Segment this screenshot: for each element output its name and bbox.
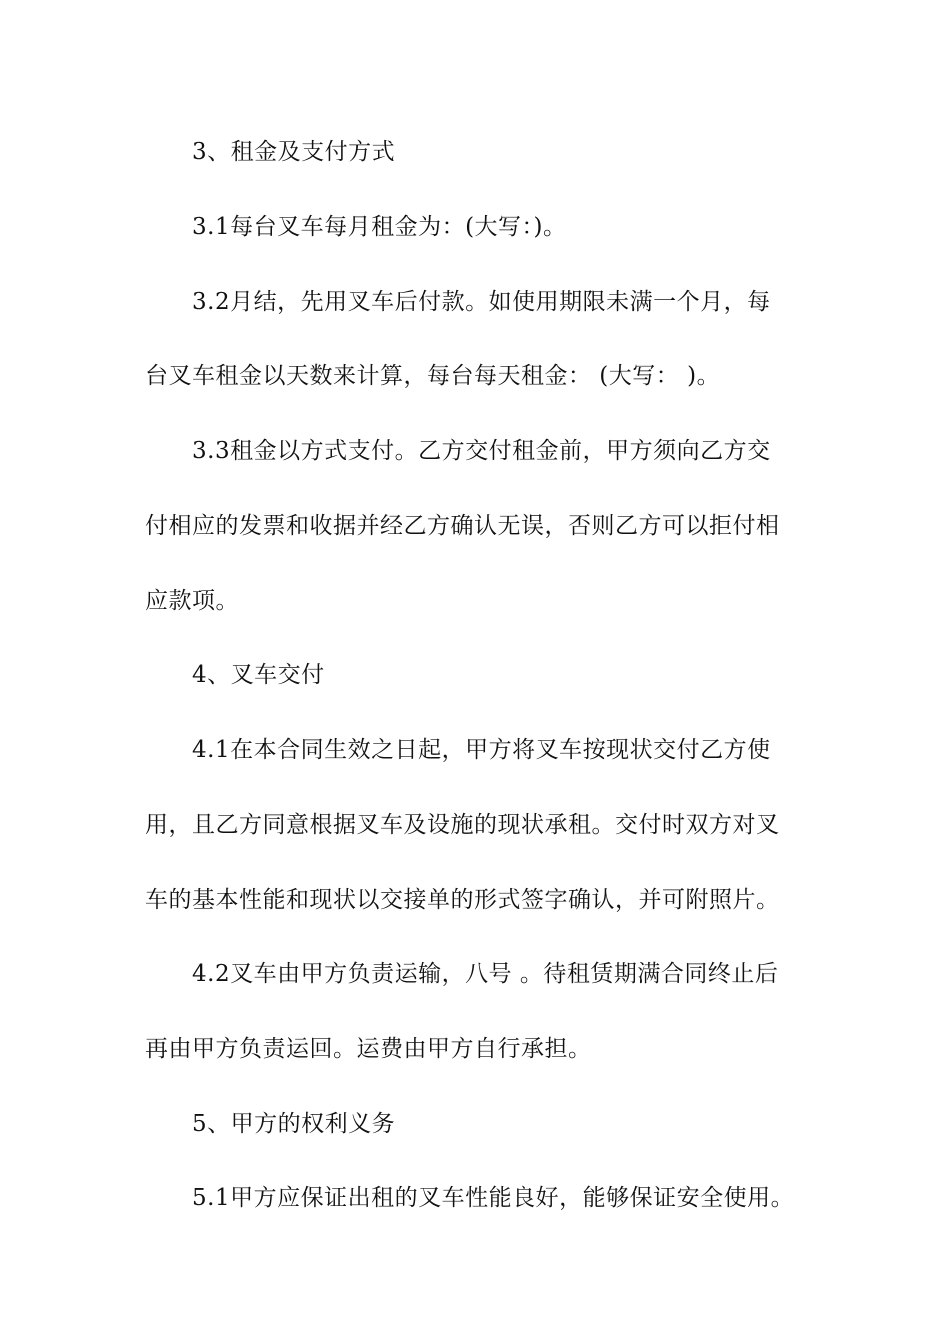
- clause-3-1: 3.1每台叉车每月租金为：(大写：)。: [192, 214, 567, 240]
- clause-4-1-line-3: 车的基本性能和现状以交接单的形式签字确认，并可附照片。: [145, 887, 780, 913]
- clause-4-2-line-1: 4.2叉车由甲方负责运输，八号 。待租赁期满合同终止后: [192, 961, 779, 987]
- section-heading-rent-payment: 3、租金及支付方式: [192, 139, 396, 165]
- section-heading-party-a-rights: 5、甲方的权利义务: [192, 1111, 396, 1137]
- clause-3-2-line-2: 台叉车租金以天数来计算，每台每天租金： (大写： )。: [145, 363, 721, 389]
- clause-5-1: 5.1甲方应保证出租的叉车性能良好，能够保证安全使用。: [192, 1185, 795, 1211]
- clause-4-2-line-2: 再由甲方负责运回。运费由甲方自行承担。: [145, 1036, 592, 1062]
- clause-3-3-line-1: 3.3租金以方式支付。乙方交付租金前，甲方须向乙方交: [192, 438, 771, 464]
- clause-4-1-line-2: 用，且乙方同意根据叉车及设施的现状承租。交付时双方对叉: [145, 812, 780, 838]
- clause-3-3-line-2: 付相应的发票和收据并经乙方确认无误，否则乙方可以拒付相: [145, 513, 780, 539]
- section-heading-forklift-delivery: 4、叉车交付: [192, 662, 325, 688]
- clause-3-3-line-3: 应款项。: [145, 588, 239, 614]
- clause-4-1-line-1: 4.1在本合同生效之日起，甲方将叉车按现状交付乙方使: [192, 737, 771, 763]
- clause-3-2-line-1: 3.2月结，先用叉车后付款。如使用期限未满一个月，每: [192, 289, 771, 315]
